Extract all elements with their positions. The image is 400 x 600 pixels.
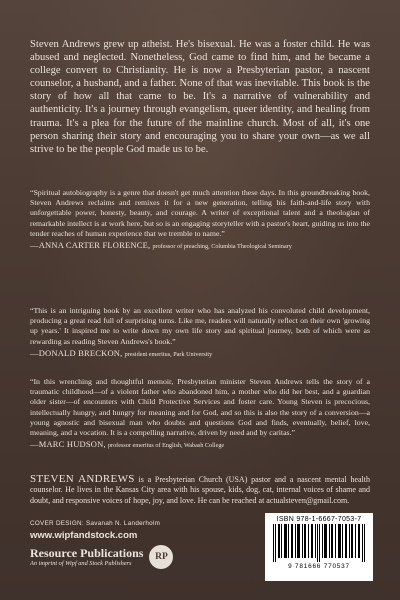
- reviewer-title: professor of preaching, Columbia Theological Seminary: [152, 243, 292, 251]
- barcode-icon: [271, 524, 367, 562]
- review-attribution: [30, 240, 370, 252]
- reviewer-title: professor emeritus of English, Wabash College: [107, 442, 225, 450]
- reviewer-name: —MARC HUDSON,: [30, 439, 106, 450]
- book-blurb: Steven Andrews grew up atheist. He's bisexual. He was a foster child. He was abused and neglected. Nonetheless, God came to find him, and he became a college convert to Christianity. He is now a Presbyterian pastor, a nascent counselor, a husband, and a father. None of that was inevitable. This book is the story of how all that came to be. It's a narrative of vulnerability and authenticity. It's a journey through evangelism, queer identity, and healing from trauma. It's a plea for the future of the mainline church. Most of all, it's one person sharing their story and encouraging you to share your own—as we all strive to be the people God made us to be.: [30, 39, 370, 155]
- publisher-imprint: An imprint of Wipf and Stock Publishers: [30, 560, 132, 567]
- publisher-block: [30, 520, 230, 569]
- review-quote: “This is an intriguing book by an excellent writer who has analyzed his convoluted child development, producing a great read full of surprising turns. Like me, readers will naturally reflect on their own 'growing up years.' It inspired me to write down my own life story and spiritual journey, both of which were as rewarding as reading Steven Andrews's book.”: [30, 306, 370, 346]
- review-2: [30, 306, 370, 360]
- publisher-url: www.wipfandstock.com: [30, 530, 138, 541]
- review-quote: “Spiritual autobiography is a genre that doesn't get much attention these days. In this groundbreaking book, Steven Andrews reclaims and remixes it for a new generation, telling his faith-and-life story with unforgettable power, honesty, beauty, and courage. A writer of exceptional talent and a theologian of remarkable intellect is at work here, but so is an engaging storyteller with a pastor's heart, guiding us into the tender reaches of human experience that we tremble to name.”: [30, 188, 370, 238]
- review-attribution: [30, 348, 370, 360]
- author-bio-text: is a Presbyterian Church (USA) pastor and a nascent mental health counselor. He lives in the Kansas City area with his spouse, kids, dog, cat, internal voices of shame and doubt, and responsive voices of hope, joy, and love. He can be reached at actualsteven@gmail.com.: [30, 475, 370, 505]
- review-quote: “In this wrenching and thoughtful memoir, Presbyterian minister Steven Andrews tells the story of a traumatic childhood—of a violent father who abandoned him, a mother who did her best, and a guardian older sister—of encounters with Child Protective Services and foster care. Young Steven is precocious, intellectually hungry, and hungry for meaning and for God, and so this is also the story of a conversion—a young agnostic and bisexual man who doubts and questions God and finds, eventually, belief, love, meaning, and a vocation. It is a compelling narrative, driven by need and by caritas.”: [30, 377, 370, 438]
- author-name: STEVEN ANDREWS: [30, 473, 135, 485]
- review-attribution: [30, 439, 370, 451]
- reviewer-name: —ANNA CARTER FLORENCE,: [30, 240, 151, 251]
- author-bio: [30, 474, 370, 506]
- barcode-digits: 9 781666 770537: [288, 563, 350, 570]
- publisher-name: Resource Publications: [30, 546, 144, 560]
- reviewer-name: —DONALD BRECKON,: [30, 347, 123, 358]
- publisher-text: [30, 547, 143, 567]
- review-1: [30, 188, 370, 252]
- publisher-logo-icon: RP: [149, 545, 173, 569]
- isbn-barcode-box: [265, 513, 373, 581]
- publisher-row: [30, 545, 230, 569]
- review-3: [30, 377, 370, 451]
- reviewer-title: president emeritus, Park University: [124, 350, 213, 358]
- cover-design-credit: COVER DESIGN: Savanah N. Landerholm: [30, 520, 161, 527]
- isbn-label: ISBN 978-1-6667-7053-7: [276, 516, 362, 523]
